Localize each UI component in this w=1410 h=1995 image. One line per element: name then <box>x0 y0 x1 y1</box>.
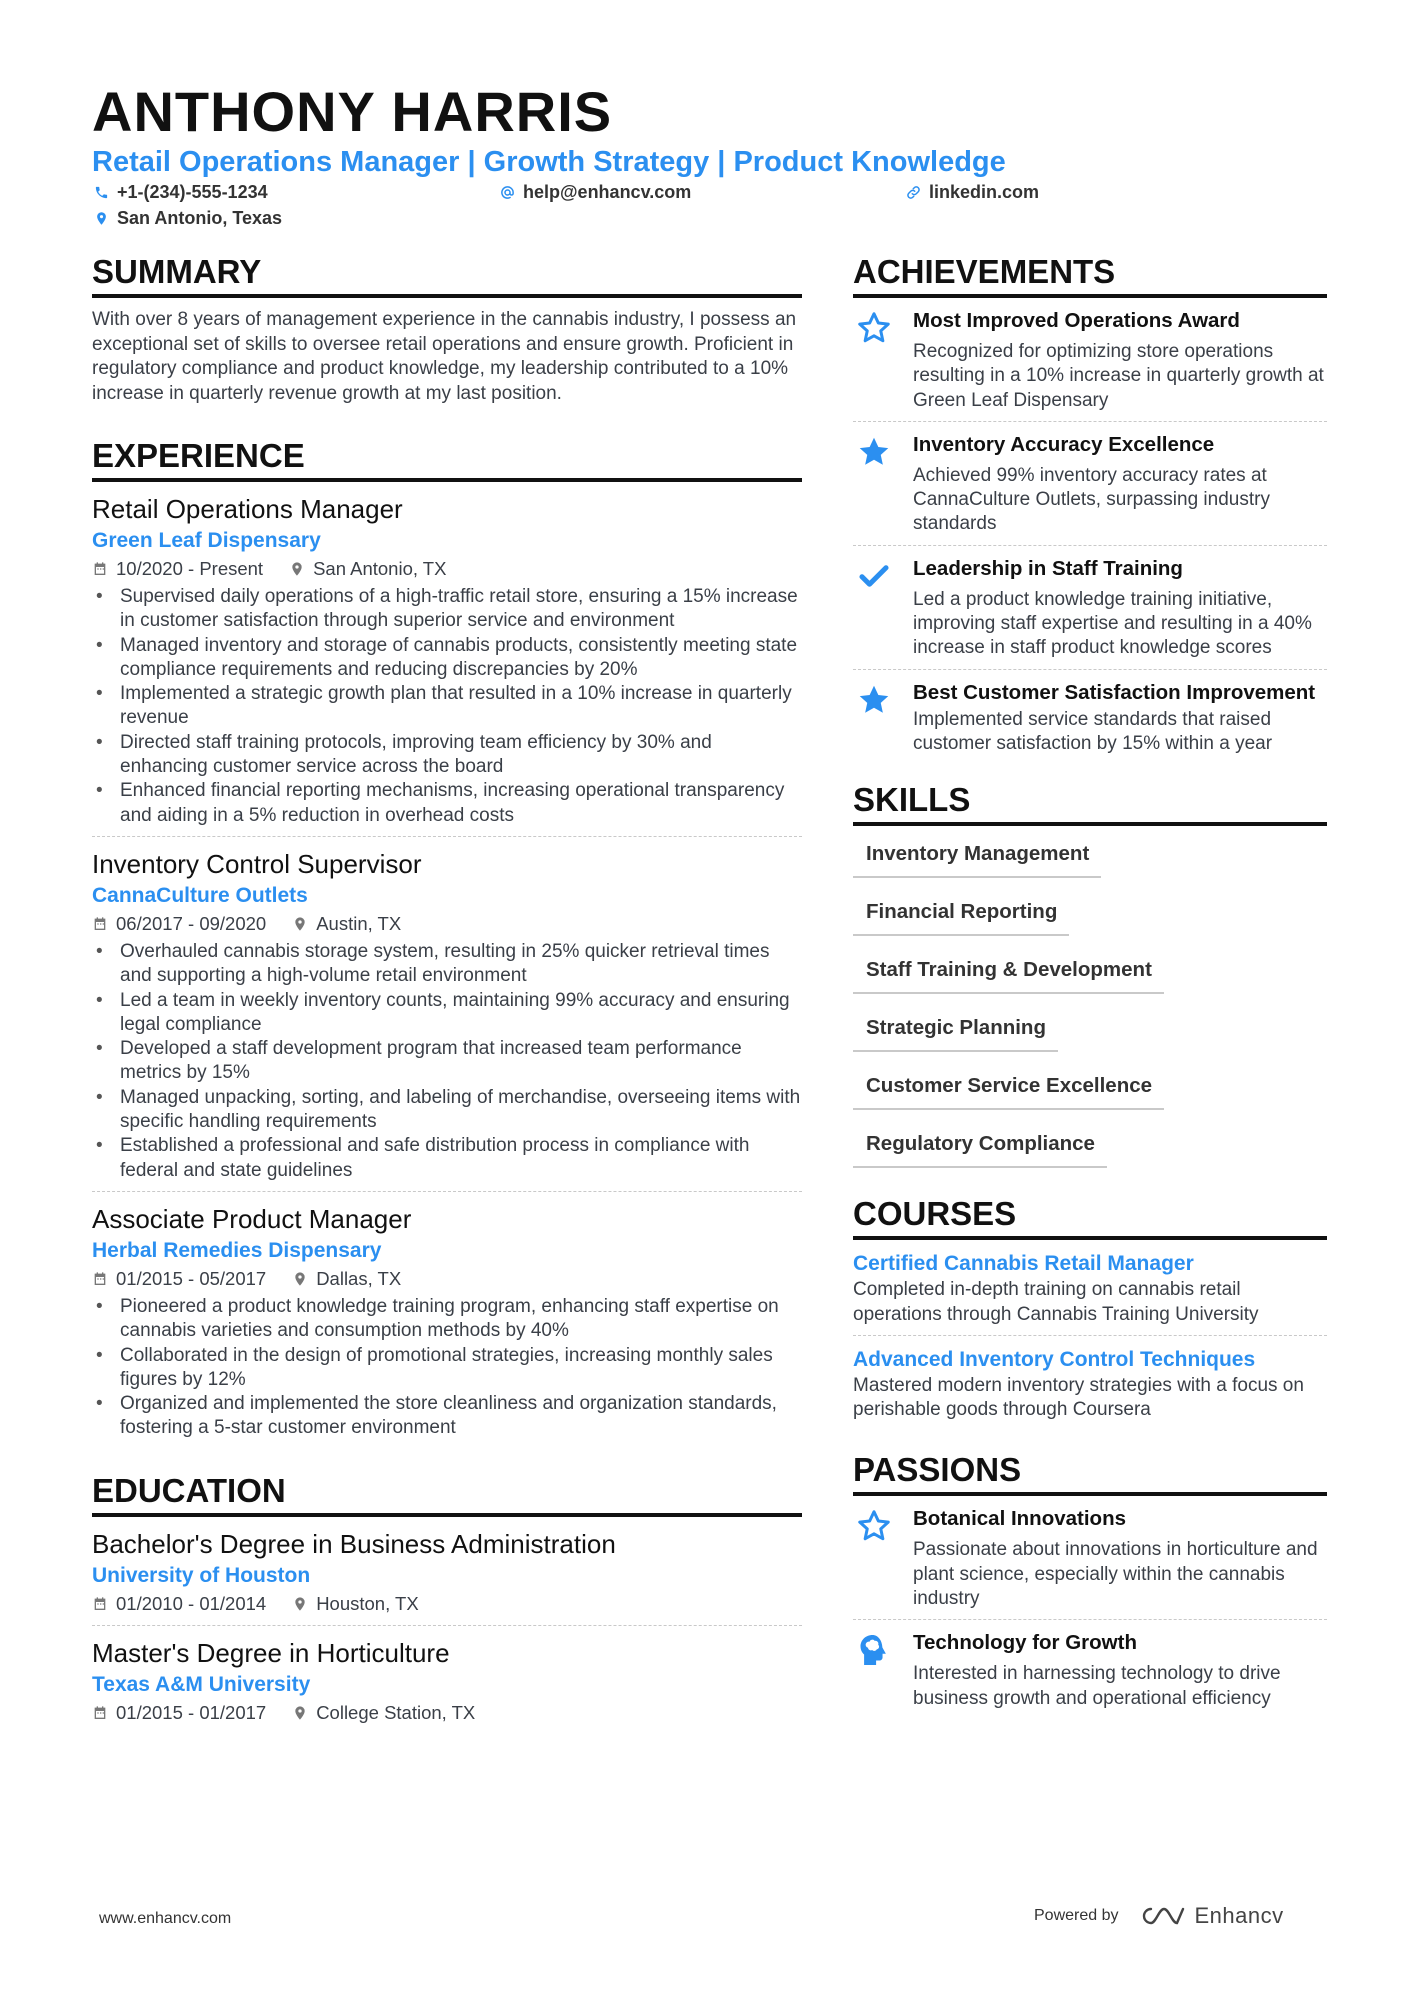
degree-title: Bachelor's Degree in Business Administration <box>92 1528 616 1559</box>
location-pin-icon <box>292 1705 308 1721</box>
passion-item <box>853 1630 1327 1711</box>
bullet-item: • Implemented a strategic growth plan that resulted in a 10% increase in quarterly revenue <box>92 682 802 731</box>
education-location: College Station, TX <box>316 1701 476 1723</box>
contact-phone[interactable] <box>94 180 268 204</box>
job-location: San Antonio, TX <box>313 558 447 579</box>
passion-title: Botanical Innovations <box>913 1507 1126 1531</box>
job-bullets <box>92 1295 802 1441</box>
achievement-title: Inventory Accuracy Excellence <box>913 432 1215 456</box>
contact-email[interactable] <box>500 180 691 204</box>
achievement-item <box>853 556 1327 661</box>
experience-entry <box>92 1202 802 1441</box>
divider <box>92 1625 802 1626</box>
course-title: Advanced Inventory Control Techniques <box>853 1347 1256 1371</box>
passion-item <box>853 1506 1327 1611</box>
checkmark-icon <box>856 558 892 594</box>
summary-heading: SUMMARY <box>92 252 802 298</box>
course-desc: Mastered modern inventory strategies with a focus on perishable goods through Coursera <box>853 1374 1304 1421</box>
calendar-icon <box>92 561 108 577</box>
enhancv-logo-icon <box>1141 1903 1187 1929</box>
skill-tag: Staff Training & Development <box>853 952 1164 994</box>
contact-linkedin[interactable] <box>906 180 1039 204</box>
education-meta <box>92 1700 802 1726</box>
location-pin-icon <box>292 1271 308 1287</box>
experience-section <box>92 436 802 1441</box>
left-column <box>92 252 802 1729</box>
courses-section <box>853 1194 1327 1422</box>
link-icon <box>906 185 921 200</box>
school-name: Texas A&M University <box>92 1672 311 1696</box>
experience-heading: EXPERIENCE <box>92 436 802 482</box>
job-location: Dallas, TX <box>316 1267 402 1289</box>
job-meta <box>92 556 802 582</box>
job-title: Associate Product Manager <box>92 1203 412 1234</box>
location-text: San Antonio, Texas <box>117 208 283 228</box>
right-column <box>853 252 1327 1711</box>
education-meta <box>92 1591 802 1617</box>
divider <box>92 836 802 837</box>
skill-tag: Customer Service Excellence <box>853 1068 1164 1110</box>
courses-heading: COURSES <box>853 1194 1327 1240</box>
achievement-desc: Implemented service standards that raised customer satisfaction by 15% within a year <box>913 708 1273 754</box>
education-location: Houston, TX <box>316 1592 419 1614</box>
star-outline-icon <box>856 310 892 346</box>
passions-section <box>853 1450 1327 1710</box>
bullet-item: • Led a team in weekly inventory counts, maintaining 99% accuracy and ensuring legal compliance <box>92 989 802 1038</box>
bullet-item: • Collaborated in the design of promotional strategies, increasing monthly sales figures by 12% <box>92 1344 802 1393</box>
skill-tag: Strategic Planning <box>853 1010 1058 1052</box>
education-heading: EDUCATION <box>92 1471 802 1517</box>
skills-list <box>853 836 1327 1184</box>
course-desc: Completed in-depth training on cannabis retail operations through Cannabis Training University <box>853 1279 1259 1325</box>
bullet-item: • Directed staff training protocols, improving team efficiency by 30% and enhancing customer service across the board <box>92 731 802 780</box>
education-entry <box>92 1527 802 1617</box>
bullet-item: • Developed a staff development program that increased team performance metrics by 15% <box>92 1037 802 1086</box>
achievement-title: Most Improved Operations Award <box>913 309 1240 332</box>
school-name: University of Houston <box>92 1563 311 1587</box>
passion-desc: Interested in harnessing technology to drive business growth and operational efficiency <box>913 1663 1281 1709</box>
company-name: Herbal Remedies Dispensary <box>92 1238 382 1262</box>
achievement-item <box>853 680 1327 757</box>
bullet-item: • Managed unpacking, sorting, and labeling of merchandise, overseeing items with specific handling requirements <box>92 1086 802 1135</box>
candidate-tagline: Retail Operations Manager | Growth Strategy | Product Knowledge <box>92 146 1006 178</box>
course-item <box>853 1250 1327 1327</box>
education-section <box>92 1471 802 1726</box>
company-name: Green Leaf Dispensary <box>92 529 321 552</box>
passion-desc: Passionate about innovations in horticulture and plant science, especially within the cannabis industry <box>913 1539 1318 1610</box>
brand-logo <box>1141 1903 1284 1929</box>
phone-icon <box>94 185 109 200</box>
achievements-section <box>853 252 1327 756</box>
achievement-title: Leadership in Staff Training <box>913 556 1183 580</box>
powered-by-text: Powered by <box>1034 1907 1119 1924</box>
achievement-desc: Achieved 99% inventory accuracy rates at CannaCulture Outlets, surpassing industry standards <box>913 464 1270 535</box>
head-brain-icon <box>856 1632 892 1668</box>
location-pin-icon <box>292 916 308 932</box>
passion-title: Technology for Growth <box>913 1631 1137 1655</box>
location-pin-icon <box>292 1596 308 1612</box>
job-dates: 06/2017 - 09/2020 <box>116 912 267 934</box>
linkedin-text: linkedin.com <box>929 182 1040 202</box>
star-icon <box>856 434 892 470</box>
job-meta <box>92 1266 802 1292</box>
divider <box>92 1191 802 1192</box>
divider <box>853 421 1327 422</box>
job-dates: 10/2020 - Present <box>116 558 264 579</box>
experience-entry <box>92 492 802 828</box>
job-bullets <box>92 585 802 828</box>
star-icon <box>856 682 892 718</box>
bullet-item: • Overhauled cannabis storage system, resulting in 25% quicker retrieval times and supporting a high-volume retail environment <box>92 940 802 989</box>
job-bullets <box>92 940 802 1183</box>
education-dates: 01/2015 - 01/2017 <box>116 1701 267 1723</box>
achievement-item <box>853 432 1327 537</box>
footer-powered-by[interactable] <box>1034 1903 1284 1929</box>
company-name: CannaCulture Outlets <box>92 883 308 907</box>
divider <box>853 1335 1327 1336</box>
candidate-name: ANTHONY HARRIS <box>92 80 613 143</box>
job-title: Inventory Control Supervisor <box>92 848 422 879</box>
phone-text: +1-(234)-555-1234 <box>117 182 268 202</box>
email-text: help@enhancv.com <box>523 182 692 202</box>
summary-section <box>92 252 802 406</box>
contact-location <box>94 206 282 230</box>
location-pin-icon <box>289 561 305 577</box>
divider <box>853 545 1327 546</box>
calendar-icon <box>92 1705 108 1721</box>
education-dates: 01/2010 - 01/2014 <box>116 1592 267 1614</box>
footer-website[interactable]: www.enhancv.com <box>99 1910 232 1927</box>
experience-entry <box>92 847 802 1183</box>
education-entry <box>92 1636 802 1726</box>
calendar-icon <box>92 1596 108 1612</box>
skill-tag: Regulatory Compliance <box>853 1126 1107 1168</box>
achievements-heading: ACHIEVEMENTS <box>853 252 1327 298</box>
achievement-item <box>853 308 1327 413</box>
job-title: Retail Operations Manager <box>92 494 403 524</box>
summary-text: With over 8 years of management experience in the cannabis industry, I possess an exceptional set of skills to oversee retail operations and ensure growth. Proficient in regulatory compliance and product knowledge, my leadership contributed to a 10% increase in quarterly revenue growth at my last position. <box>92 309 797 404</box>
skill-tag: Financial Reporting <box>853 894 1069 936</box>
calendar-icon <box>92 916 108 932</box>
bullet-item: • Established a professional and safe distribution process in compliance with federal and state guidelines <box>92 1134 802 1183</box>
skills-heading: SKILLS <box>853 780 1327 826</box>
course-item <box>853 1346 1327 1423</box>
bullet-item: • Managed inventory and storage of cannabis products, consistently meeting state compliance requirements and reducing discrepancies by 20% <box>92 634 802 683</box>
bullet-item: • Pioneered a product knowledge training program, enhancing staff expertise on cannabis varieties and consumption methods by 40% <box>92 1295 802 1344</box>
skill-tag: Inventory Management <box>853 836 1101 878</box>
location-pin-icon <box>94 211 109 226</box>
achievement-desc: Led a product knowledge training initiative, improving staff expertise and resulting in a 40% increase in staff product knowledge scores <box>913 588 1312 659</box>
achievement-title: Best Customer Satisfaction Improvement <box>913 680 1316 704</box>
brand-name: Enhancv <box>1194 1903 1284 1928</box>
job-meta <box>92 911 802 937</box>
calendar-icon <box>92 1271 108 1287</box>
divider <box>853 669 1327 670</box>
passions-heading: PASSIONS <box>853 1450 1327 1496</box>
at-icon <box>500 185 515 200</box>
job-dates: 01/2015 - 05/2017 <box>116 1267 267 1289</box>
achievement-desc: Recognized for optimizing store operations resulting in a 10% increase in quarterly growth at Green Leaf Dispensary <box>913 341 1324 411</box>
star-outline-icon <box>856 1508 892 1544</box>
job-location: Austin, TX <box>316 912 402 934</box>
bullet-item: • Supervised daily operations of a high-traffic retail store, ensuring a 15% increase in customer satisfaction through superior service and environment <box>92 585 802 634</box>
skills-section <box>853 780 1327 1184</box>
course-title: Certified Cannabis Retail Manager <box>853 1252 1194 1276</box>
bullet-item: • Organized and implemented the store cleanliness and organization standards, fostering a 5-star customer environment <box>92 1392 802 1441</box>
degree-title: Master's Degree in Horticulture <box>92 1637 450 1668</box>
divider <box>853 1619 1327 1620</box>
bullet-item: • Enhanced financial reporting mechanisms, increasing operational transparency and aiding in a 5% reduction in overhead costs <box>92 779 802 828</box>
